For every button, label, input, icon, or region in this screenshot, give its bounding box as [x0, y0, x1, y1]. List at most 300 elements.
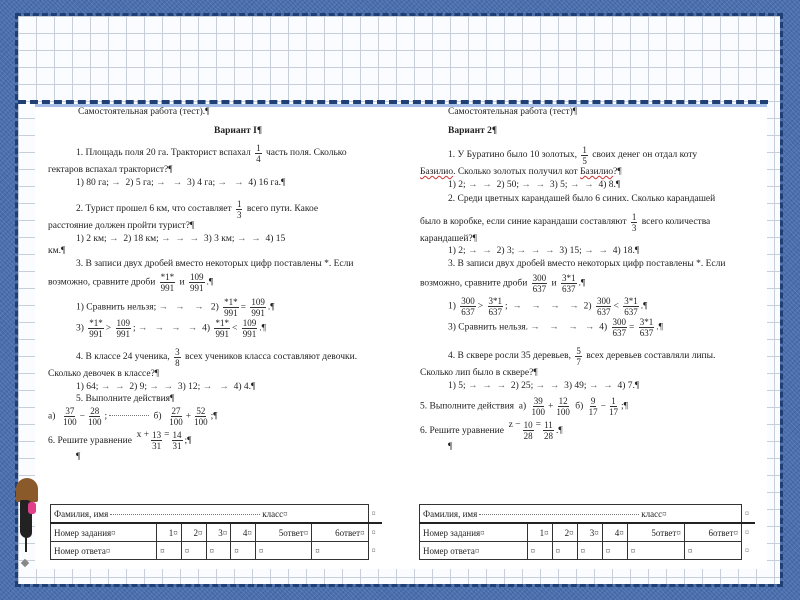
text-run: Базилио	[580, 167, 614, 177]
text-run: часть поля. Сколько	[265, 148, 347, 158]
fraction-denominator: 991	[160, 283, 175, 293]
text-run: 4) 16 га.¶	[248, 177, 286, 188]
tab-arrow-mark: →	[512, 301, 522, 312]
text-run: <	[231, 323, 238, 334]
tab-arrow-mark: ¤	[283, 508, 288, 519]
fraction-numerator: 37	[65, 405, 75, 416]
answer-cell[interactable]: ¤	[181, 542, 206, 560]
heading: Самостоятельная работа (тест).¶	[78, 107, 210, 117]
fraction-denominator: 991	[251, 308, 265, 318]
answer-cell[interactable]: ¤	[255, 542, 311, 560]
fraction-denominator: 17	[588, 407, 598, 417]
tab-arrow-mark: →	[163, 381, 174, 392]
question-3-options-row1	[48, 297, 388, 318]
question-3-options-row1: 1) $\frac{300}{637}$ > $\frac{3*1}{637}$ ; → → → → 2) $\frac{300}{637}$ < $\frac{3*1}{637}$ .¶	[448, 296, 648, 317]
text-run: 1) 2;	[448, 179, 466, 190]
table-row	[420, 523, 756, 542]
variant-title: Вариант 2¶	[448, 125, 497, 136]
fraction	[543, 420, 554, 441]
fraction	[172, 430, 183, 451]
text-run: =	[240, 302, 247, 313]
table-cell: ¤	[371, 528, 376, 538]
fraction-denominator: 28	[543, 431, 553, 442]
name-field[interactable]	[420, 505, 742, 524]
text-run: >	[105, 323, 112, 334]
question-1-cont: гектаров вспахал тракторист?¶	[48, 165, 173, 175]
fraction-numerator: 39	[533, 396, 543, 406]
text-run: и	[551, 278, 557, 289]
table-cell	[684, 523, 741, 542]
text-run: 2)	[210, 302, 219, 313]
text-run: 6ответ	[708, 527, 734, 538]
fraction	[639, 317, 655, 338]
answer-label	[420, 542, 528, 560]
fraction-denominator: 637	[488, 307, 503, 317]
answer-cell[interactable]: ¤	[627, 542, 684, 560]
tab-arrow-mark: ¤	[662, 508, 667, 519]
text-run: 2)	[583, 301, 592, 312]
tab-arrow-mark: ¤	[360, 527, 365, 538]
fraction-denominator: 991	[190, 283, 204, 293]
variant-title: Вариант I¶	[214, 125, 262, 136]
text-run: 1) 2;	[448, 246, 466, 256]
table-cell	[627, 523, 684, 542]
fraction-numerator: 9	[590, 396, 596, 406]
fraction-numerator: *1*	[89, 318, 103, 328]
question-4-cont: Сколько девочек в классе?¶	[48, 369, 160, 379]
text-run: 3) 5;	[549, 179, 568, 190]
table-cell	[206, 523, 231, 542]
answer-label	[51, 542, 157, 560]
fraction-denominator: 637	[562, 284, 576, 294]
fraction	[223, 297, 239, 318]
text-run: 1) 5;	[448, 380, 466, 391]
question-3: 3. В записи двух дробей вместо некоторых цифр поставлены *. Если	[448, 258, 726, 269]
fraction-numerator: 109	[251, 297, 265, 307]
variant-1-column	[48, 104, 388, 463]
answer-cell[interactable]: ¤	[312, 542, 368, 560]
text-run: 3) 49;	[564, 380, 587, 391]
fraction-denominator: 637	[532, 284, 547, 294]
fraction-denominator: 31	[172, 440, 182, 451]
text-run: Номер задания	[423, 527, 481, 538]
table-row	[51, 523, 383, 542]
fraction-denominator: 100	[169, 416, 183, 427]
table-row	[420, 542, 756, 560]
tab-arrow-mark: →	[219, 381, 229, 392]
variant-2-column	[420, 104, 765, 454]
text-run: 4. В классе 24 ученика,	[76, 352, 170, 362]
fraction	[168, 406, 184, 427]
fraction-numerator: 1	[611, 396, 616, 406]
question-4-options	[420, 380, 765, 393]
fraction-numerator: 300	[612, 317, 627, 327]
question-2-options	[48, 233, 388, 246]
fraction-denominator: 4	[256, 154, 261, 164]
table-cell	[552, 523, 577, 542]
tab-arrow-mark: →	[568, 322, 578, 333]
tab-arrow-mark: →	[535, 179, 546, 190]
question-6	[420, 419, 765, 441]
fraction	[193, 406, 209, 427]
tab-arrow-mark: →	[187, 323, 198, 334]
tab-arrow-mark: →	[468, 179, 478, 190]
tab-arrow-mark: ¤	[247, 527, 252, 538]
fraction	[555, 396, 571, 417]
text-run: 4)	[202, 323, 211, 334]
text-run: а)	[518, 401, 527, 412]
fraction-denominator: 637	[624, 307, 638, 317]
fraction	[116, 318, 132, 339]
fraction	[623, 296, 639, 317]
text-run	[16, 478, 38, 502]
fraction	[460, 296, 476, 317]
tab-arrow-mark: →	[251, 233, 261, 244]
text-run: 4	[614, 527, 620, 538]
text-run: ?¶	[613, 167, 622, 177]
text-run: =	[535, 420, 541, 430]
question-1	[420, 145, 765, 166]
fraction	[612, 317, 628, 338]
tab-arrow-mark: ¤	[222, 527, 228, 538]
text-run: 2) 3;	[496, 246, 515, 256]
text-run: 4. В сквере росли 35 деревьев,	[448, 351, 571, 361]
fraction-numerator: 300	[532, 273, 547, 283]
question-2-cont: расстояние должен пройти турист?¶	[48, 221, 195, 231]
tab-arrow-mark: →	[584, 322, 595, 333]
text-run: 4) 18.¶	[612, 246, 640, 256]
text-run: а)	[48, 411, 56, 422]
tab-arrow-mark: ¤	[303, 527, 309, 538]
table-cell	[577, 523, 602, 542]
fraction-denominator: 7	[576, 357, 581, 367]
tab-arrow-mark: ¤	[619, 527, 624, 538]
answer-table-variant-1	[50, 504, 382, 560]
text-run: 3) 15;	[559, 246, 582, 256]
tab-arrow-mark: ¤	[480, 527, 485, 538]
table-row	[420, 505, 756, 524]
text-run: 1	[539, 527, 545, 538]
question-2-tail: карандашей?¶	[420, 233, 477, 244]
heading: Самостоятельная работа (тест)¶	[448, 107, 578, 117]
text-run: 6. Решите уравнение	[48, 435, 132, 446]
text-run: 3) 3 км;	[203, 233, 235, 244]
tab-arrow-mark: →	[100, 381, 111, 392]
dotted-fill-line	[109, 415, 149, 416]
question-1-options	[420, 179, 765, 192]
text-run: 5. Выполните действия	[420, 401, 515, 412]
tab-arrow-mark: ¤	[569, 527, 574, 538]
table-cell	[312, 523, 368, 542]
fraction	[62, 406, 78, 427]
tab-arrow-mark: →	[175, 233, 185, 244]
fraction	[596, 296, 612, 317]
fraction-denominator: 100	[88, 416, 102, 427]
text-run: 3	[218, 527, 223, 538]
question-2	[48, 199, 388, 220]
text-run: 1) 64;	[76, 381, 99, 392]
answer-cell[interactable]: ¤	[231, 542, 256, 560]
answer-cell[interactable]: ¤	[684, 542, 741, 560]
fraction-numerator: 3*1	[639, 317, 654, 327]
answer-cell[interactable]: ¤	[552, 542, 577, 560]
text-run	[25, 536, 27, 552]
tab-arrow-mark: →	[111, 177, 121, 188]
text-run: 5ответ	[278, 527, 304, 538]
text-run: 4) 4.¶	[233, 381, 256, 392]
tab-arrow-mark: →	[603, 380, 613, 391]
text-run: 4) 8.¶	[598, 179, 621, 190]
text-run: класс	[641, 508, 663, 519]
fraction-denominator: 991	[224, 308, 238, 318]
text-run: .¶	[578, 278, 586, 289]
question-3-cont	[420, 273, 765, 294]
text-run: .¶	[267, 302, 275, 313]
fraction-denominator: 991	[116, 329, 131, 339]
text-run: 2. Турист прошел 6 км, что составляет	[76, 204, 232, 214]
tab-arrow-mark: →	[175, 302, 185, 313]
text-run: .¶	[259, 323, 266, 334]
table-cell	[602, 523, 627, 542]
table-cell: ¤	[744, 546, 749, 555]
tab-arrow-mark: →	[482, 380, 492, 391]
text-run: .¶	[206, 277, 214, 288]
tab-arrow-mark: →	[161, 233, 171, 244]
fraction	[631, 212, 638, 233]
text-run: 1)	[448, 301, 456, 312]
fraction	[87, 406, 103, 427]
tab-arrow-mark: →	[535, 380, 546, 391]
tab-arrow-mark: →	[149, 381, 159, 392]
fraction	[488, 296, 504, 317]
name-field[interactable]	[51, 505, 369, 524]
girl-illustration	[14, 478, 38, 568]
text-run: всего пути. Какое	[246, 204, 319, 214]
text-run: 3) 4 га;	[186, 177, 216, 188]
fraction	[523, 420, 534, 441]
tab-arrow-mark: ¤	[676, 527, 681, 538]
fraction-numerator: 1	[256, 143, 261, 153]
answer-cell[interactable]: ¤	[527, 542, 552, 560]
answer-cell[interactable]: ¤	[602, 542, 627, 560]
tab-arrow-mark: →	[482, 179, 492, 190]
fraction-denominator: 17	[609, 407, 619, 417]
tab-arrow-mark: ¤	[173, 527, 178, 538]
fraction-denominator: 637	[461, 307, 475, 317]
answer-cell[interactable]: ¤	[577, 542, 602, 560]
text-run: и	[179, 277, 185, 288]
text-run: Фамилия, имя	[54, 508, 109, 519]
tab-arrow-mark: →	[569, 301, 579, 312]
text-run: 1. У Буратино было 10 золотых,	[448, 150, 578, 160]
tab-arrow-mark: ¤	[544, 527, 549, 538]
text-run: 1) 2 км;	[76, 233, 107, 244]
text-run: 2) 50;	[496, 179, 519, 190]
tab-arrow-mark: →	[482, 246, 492, 256]
fraction	[160, 272, 176, 293]
fraction-denominator: 28	[523, 431, 533, 442]
text-run: 1) 80 га;	[76, 177, 109, 188]
text-run: 6. Решите уравнение	[420, 426, 504, 436]
tab-arrow-mark: →	[569, 179, 580, 190]
text-run: 3) Сравнить нельзя.	[448, 322, 528, 333]
text-run: −	[600, 401, 607, 412]
tab-arrow-mark: →	[521, 179, 531, 190]
fraction	[189, 272, 205, 293]
text-run	[51, 505, 383, 560]
fraction-denominator: 991	[89, 329, 103, 339]
tab-arrow-mark: →	[516, 246, 527, 256]
tab-arrow-mark: →	[584, 179, 594, 190]
table-cell	[527, 523, 552, 542]
fraction-numerator: 1	[631, 211, 637, 222]
text-run: Номер ответа	[423, 545, 475, 556]
text-run: Базилио	[420, 167, 454, 177]
text-run: .¶	[640, 301, 648, 312]
tab-arrow-mark: →	[189, 233, 200, 244]
fraction-numerator: 109	[190, 272, 204, 282]
text-run	[420, 505, 756, 560]
text-run: 4) 7.¶	[617, 380, 640, 391]
text-run: . Сколько золотых получил кот	[453, 167, 581, 177]
text-run: ;¶	[184, 435, 192, 446]
text-run: Номер ответа	[54, 545, 106, 556]
question-6	[48, 429, 388, 451]
tab-arrow-mark: →	[156, 177, 166, 188]
fraction	[88, 318, 104, 339]
pilcrow: ¶	[448, 442, 453, 453]
dotted-fill-line	[479, 514, 639, 515]
fraction-numerator: 27	[171, 405, 181, 416]
question-2-options	[420, 245, 765, 258]
tab-arrow-mark: →	[217, 177, 228, 188]
text-run: +	[548, 401, 554, 412]
task-label	[420, 523, 528, 542]
tab-arrow-mark: →	[530, 322, 540, 333]
fraction	[255, 143, 262, 164]
tab-arrow-mark: →	[138, 323, 148, 334]
text-run: ;¶	[210, 411, 218, 422]
table-cell	[255, 523, 311, 542]
table-row	[51, 542, 383, 560]
text-run: >	[477, 301, 484, 312]
question-2-cont	[420, 212, 765, 233]
text-run: 2	[564, 527, 570, 538]
text-run: 5ответ	[651, 527, 677, 538]
tab-arrow-mark: →	[202, 381, 213, 392]
question-3-options-row2	[420, 317, 765, 338]
fraction	[236, 199, 243, 220]
question-2: 2. Среди цветных карандашей было 6 синих. Сколько карандашей	[448, 194, 716, 204]
tab-arrow-mark: →	[530, 246, 541, 256]
fraction-denominator: 991	[215, 329, 229, 339]
question-5-expressions: а) $\frac{37}{100}$ − $\frac{28}{100}$ ; б) $\frac{27}{100}$ + $\frac{52}{100}$ ;¶	[48, 405, 218, 427]
text-run: 1. Площадь поля 20 га. Тракторист вспахал	[76, 148, 251, 158]
fraction	[242, 318, 258, 339]
fraction-numerator: 1	[582, 145, 587, 155]
tab-arrow-mark: →	[171, 323, 181, 334]
fraction-numerator: 1	[236, 199, 242, 209]
answer-table-variant-2	[419, 504, 755, 560]
question-3: 3. В записи двух дробей вместо некоторых цифр поставлены *. Если	[76, 258, 354, 269]
question-4	[48, 347, 388, 368]
answer-cell[interactable]: ¤	[206, 542, 231, 560]
tab-arrow-mark: →	[549, 380, 560, 391]
answer-cell[interactable]: ¤	[157, 542, 182, 560]
text-run: класс	[262, 508, 284, 519]
table-cell: ¤	[741, 505, 755, 524]
tab-arrow-mark: ¤	[594, 527, 599, 538]
fraction-numerator: 300	[461, 296, 475, 306]
tab-arrow-mark: →	[158, 302, 169, 313]
text-run: возможно, сравните дроби	[420, 278, 528, 289]
text-run: 3) 12;	[177, 381, 201, 392]
fraction-numerator: 11	[544, 420, 553, 431]
table-cell: ¤	[371, 546, 376, 555]
fraction-numerator: 3*1	[624, 296, 638, 306]
fraction-denominator: 3	[631, 222, 637, 233]
table-cell	[181, 523, 206, 542]
tab-arrow-mark: →	[496, 380, 507, 391]
fraction-denominator: 31	[152, 440, 162, 451]
text-run: было в коробке, если синие карандаши составляют	[420, 216, 627, 227]
text-run: всех учеников класса составляют девочки.	[185, 352, 358, 362]
tab-arrow-mark: →	[598, 246, 608, 256]
fraction-denominator: 991	[242, 329, 257, 339]
text-run: x +	[136, 429, 150, 440]
tab-arrow-mark: →	[550, 301, 560, 312]
table-cell	[231, 523, 256, 542]
fraction-denominator: 8	[175, 358, 180, 368]
fraction-numerator: 28	[90, 405, 100, 416]
fraction-numerator: 10	[523, 420, 533, 431]
fraction	[608, 396, 619, 417]
fraction	[174, 347, 181, 368]
fraction-denominator: 100	[63, 416, 77, 427]
question-3-options-row2: 3) $\frac{*1*}{991}$ > $\frac{109}{991}$ ; → → → → 4) $\frac{*1*}{991}$ < $\frac{109}{991}$ .¶	[76, 318, 266, 339]
text-run: .¶	[555, 426, 563, 436]
text-run: возможно, сравните дроби	[48, 277, 156, 288]
fraction-numerator: 12	[558, 396, 568, 406]
text-run: всего количества	[641, 216, 711, 227]
tab-arrow-mark: →	[584, 246, 594, 256]
tab-arrow-mark: ¤	[198, 527, 203, 538]
table-cell: ¤	[744, 528, 749, 538]
question-1	[48, 143, 388, 164]
tab-arrow-mark: →	[234, 177, 244, 188]
fraction	[575, 346, 582, 367]
fraction-numerator: 109	[242, 318, 257, 328]
question-2-tail: км.¶	[48, 246, 66, 256]
fraction-numerator: 109	[116, 318, 131, 328]
text-run	[21, 559, 29, 567]
text-run: 3	[589, 527, 595, 538]
text-run: 6ответ	[335, 527, 361, 538]
text-run: .¶	[656, 322, 663, 333]
fraction	[214, 318, 230, 339]
fraction-denominator: 5	[582, 156, 587, 166]
fraction	[532, 273, 548, 294]
tab-arrow-mark: ¤	[733, 527, 738, 538]
fraction-denominator: 3	[236, 210, 242, 220]
text-run: 1	[168, 527, 174, 538]
tab-arrow-mark: →	[531, 301, 541, 312]
fraction-numerator: 3*1	[488, 296, 503, 306]
text-run: Фамилия, имя	[423, 508, 478, 519]
table-cell: ¤	[368, 505, 382, 524]
fraction-numerator: 3	[175, 347, 180, 357]
text-run: <	[613, 301, 619, 312]
